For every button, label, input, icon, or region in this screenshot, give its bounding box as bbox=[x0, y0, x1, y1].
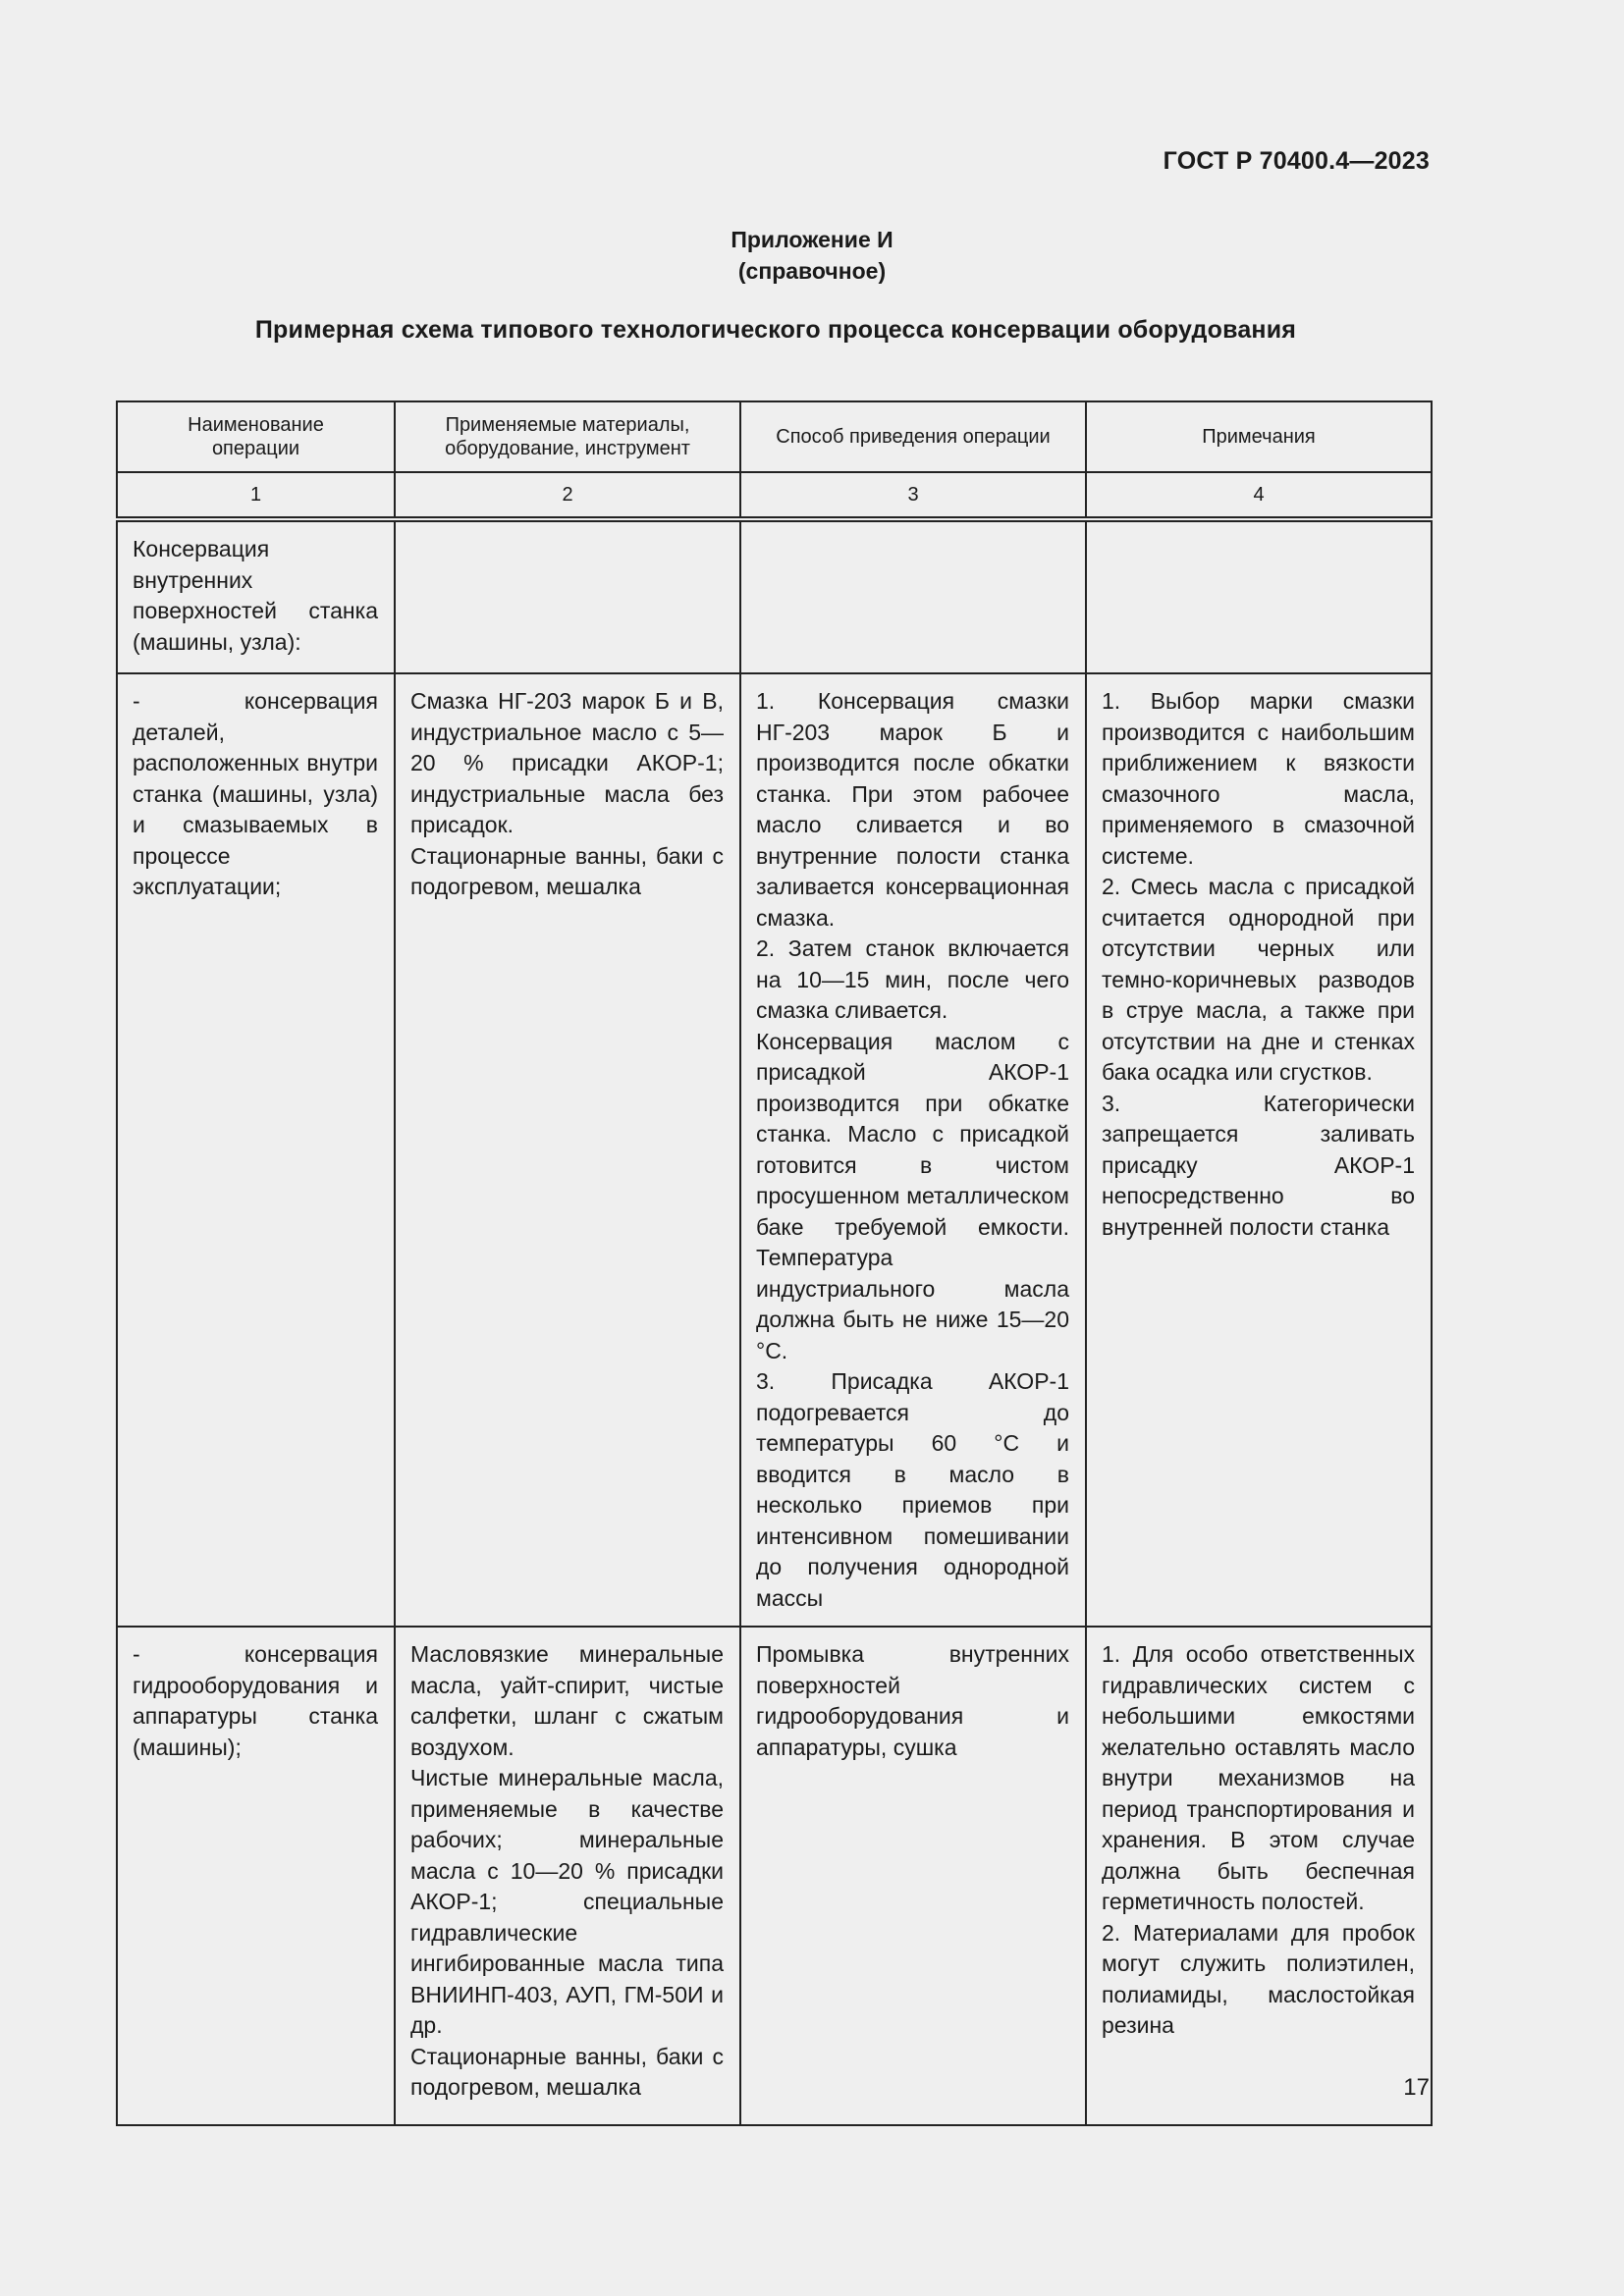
notes-text: 2. Смесь масла с присадкой считается однородной при отсутствии черных или темно-коричневых разводов в струе масла, а также при отсутствии на дне и стенках бака осадка или сгустков. bbox=[1102, 874, 1415, 1085]
method-text: Консервация маслом с присадкой АКОР-1 производится при обкатке станка. Масло с присадкой готовится в чистом просушенном металлическом баке требуемой емкости. Температура индустриального масла должна быть не ниже 15—20 °С. bbox=[756, 1028, 1069, 1363]
method-cell bbox=[740, 1627, 1086, 2125]
notes-cell bbox=[1086, 1627, 1432, 2125]
document-title: Примерная схема типового технологического процесса консервации оборудования bbox=[254, 316, 1297, 344]
materials-text: Стационарные ванны, баки с подогревом, мешалка bbox=[410, 842, 724, 899]
table-header-row bbox=[117, 401, 1432, 472]
page-number: 17 bbox=[1403, 2074, 1430, 2101]
notes-cell bbox=[1086, 519, 1432, 673]
materials-text: Стационарные ванны, баки с подогревом, мешалка bbox=[410, 2043, 724, 2100]
materials-text: Чистые минеральные масла, применяемые в качестве рабочих; минеральные масла с 10—20 % присадки АКОР-1; специальные гидравлические ингибированные масла типа ВНИИНП-403, АУП, ГМ-50И и др. bbox=[410, 1765, 724, 2038]
materials-cell bbox=[395, 1627, 740, 2125]
appendix-title: Приложение И bbox=[731, 227, 893, 252]
method-cell bbox=[740, 673, 1086, 1627]
notes-cell bbox=[1086, 673, 1432, 1627]
method-text: 1. Консервация смазки НГ-203 марок Б и производится после обкатки станка. При этом рабочее масло сливается и во внутренние полости станка заливается консервационная смазка. bbox=[756, 688, 1069, 931]
notes-text: 2. Материалами для пробок могут служить полиэтилен, полиамиды, маслостойкая резина bbox=[1102, 1919, 1415, 2038]
method-text: 3. Присадка АКОР-1 подогревается до температуры 60 °С и вводится в масло в несколько приемов при интенсивном помешивании до получения однородной массы bbox=[756, 1368, 1069, 1611]
materials-text: Масловязкие минеральные масла, уайт-спирит, чистые салфетки, шланг с сжатым воздухом. bbox=[410, 1641, 724, 1760]
method-cell bbox=[740, 519, 1086, 673]
column-header-operation: Наименование операции bbox=[117, 401, 395, 472]
column-header-materials: Применяемые материалы, оборудование, инструмент bbox=[395, 401, 740, 472]
materials-text: Смазка НГ-203 марок Б и В, индустриальное масло с 5—20 % присадки АКОР-1; индустриальные масла без присадок. bbox=[410, 688, 724, 837]
operation-cell bbox=[117, 519, 395, 673]
method-text: Промывка внутренних поверхностей гидрооборудования и аппаратуры, сушка bbox=[756, 1641, 1069, 1760]
column-number: 3 bbox=[740, 472, 1086, 519]
document-code: ГОСТ Р 70400.4—2023 bbox=[1163, 147, 1430, 175]
column-number-row bbox=[117, 472, 1432, 519]
column-header-method: Способ приведения операции bbox=[740, 401, 1086, 472]
materials-cell bbox=[395, 673, 740, 1627]
materials-cell bbox=[395, 519, 740, 673]
operation-cell bbox=[117, 1627, 395, 2125]
column-number: 1 bbox=[117, 472, 395, 519]
operation-cell bbox=[117, 673, 395, 1627]
operation-text: Консервация внутренних поверхностей станка (машины, узла): bbox=[133, 536, 378, 655]
notes-text: 1. Для особо ответственных гидравлических систем с небольшими емкостями желательно оставлять масло внутри механизмов на период транспортирования и хранения. В этом случае должна быть беспечная герметичность полостей. bbox=[1102, 1641, 1415, 1914]
column-header-notes: Примечания bbox=[1086, 401, 1432, 472]
table-row bbox=[117, 673, 1432, 1627]
appendix-heading bbox=[0, 224, 1624, 287]
column-number: 2 bbox=[395, 472, 740, 519]
table-row bbox=[117, 519, 1432, 673]
process-table bbox=[116, 400, 1433, 2126]
appendix-subtitle: (справочное) bbox=[737, 258, 887, 284]
notes-text: 1. Выбор марки смазки производится с наибольшим приближением к вязкости смазочного масла, применяемого в смазочной системе. bbox=[1102, 688, 1415, 869]
column-number: 4 bbox=[1086, 472, 1432, 519]
notes-text: 3. Категорически запрещается заливать присадку АКОР-1 непосредственно во внутренней полости станка bbox=[1102, 1090, 1415, 1240]
operation-text: - консервация деталей, расположенных внутри станка (машины, узла) и смазываемых в процессе эксплуатации; bbox=[133, 688, 378, 899]
operation-text: - консервация гидрооборудования и аппаратуры станка (машины); bbox=[133, 1641, 378, 1760]
method-text: 2. Затем станок включается на 10—15 мин, после чего смазка сливается. bbox=[756, 935, 1069, 1023]
table-row bbox=[117, 1627, 1432, 2125]
